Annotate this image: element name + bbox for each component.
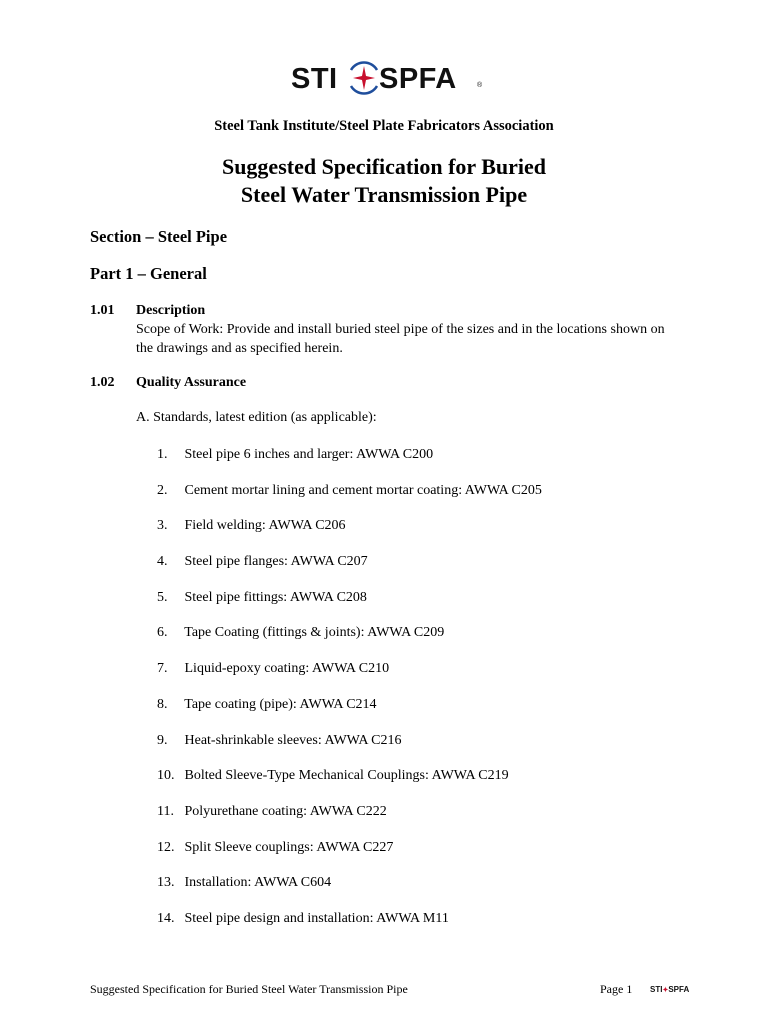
item-number: 8. [157, 696, 168, 712]
list-item [157, 767, 542, 803]
part-heading: Part 1 – General [90, 264, 207, 283]
list-item [157, 732, 542, 768]
title-line-2: Steel Water Transmission Pipe [240, 182, 528, 207]
document-title [0, 153, 768, 209]
item-number: 13. [157, 875, 175, 891]
item-text: Tape Coating (fittings & joints): AWWA C209 [184, 625, 445, 641]
item-text: Heat-shrinkable sleeves: AWWA C216 [184, 732, 402, 748]
quality-heading: Quality Assurance [136, 375, 247, 390]
item-number: 7. [157, 661, 168, 677]
standards-intro: A. Standards, latest edition (as applicable): [136, 410, 377, 425]
description-number: 1.01 [90, 303, 115, 318]
item-number: 11. [157, 803, 174, 819]
item-number: 14. [157, 910, 175, 926]
list-item [157, 839, 542, 875]
organization-name: Steel Tank Institute/Steel Plate Fabricators Association [214, 118, 554, 134]
section-heading: Section – Steel Pipe [90, 227, 228, 246]
item-number: 2. [157, 482, 168, 498]
item-text: Polyurethane coating: AWWA C222 [184, 803, 387, 819]
list-item [157, 624, 542, 660]
list-item [157, 660, 542, 696]
item-text: Steel pipe design and installation: AWWA M11 [184, 910, 449, 926]
item-text: Field welding: AWWA C206 [184, 518, 346, 534]
standards-list [157, 446, 542, 946]
item-number: 4. [157, 554, 168, 570]
sti-spfa-logo [291, 56, 487, 100]
list-item [157, 589, 542, 625]
logo-text-spfa: SPFA [379, 63, 457, 95]
title-line-1: Suggested Specification for Buried [221, 154, 547, 179]
list-item [157, 446, 542, 482]
item-text: Steel pipe fittings: AWWA C208 [184, 589, 367, 605]
footer-logo-spfa: SPFA [668, 985, 690, 994]
registered-mark: ® [477, 82, 483, 89]
item-text: Tape coating (pipe): AWWA C214 [184, 696, 377, 712]
footer-page-number: Page 1 [600, 982, 633, 996]
item-text: Steel pipe flanges: AWWA C207 [184, 554, 368, 570]
footer-logo [650, 985, 692, 995]
item-number: 5. [157, 589, 168, 605]
list-item [157, 803, 542, 839]
footer-logo-star-icon: ✦ [662, 987, 669, 994]
logo-text-sti: STI [291, 63, 338, 95]
description-heading: Description [136, 303, 206, 318]
item-number: 9. [157, 732, 168, 748]
description-text: Scope of Work: Provide and install buried steel pipe of the sizes and in the locations shown on the drawings and as specified herein. [136, 322, 665, 356]
item-text: Installation: AWWA C604 [184, 875, 332, 891]
list-item [157, 696, 542, 732]
item-number: 12. [157, 839, 175, 855]
item-number: 6. [157, 625, 168, 641]
footer-logo-sti: STI [650, 985, 663, 994]
list-item [157, 874, 542, 910]
item-text: Steel pipe 6 inches and larger: AWWA C200 [184, 447, 434, 462]
footer-document-title: Suggested Specification for Buried Steel Water Transmission Pipe [90, 982, 408, 996]
quality-number: 1.02 [90, 375, 115, 390]
item-text: Liquid-epoxy coating: AWWA C210 [184, 661, 390, 677]
list-item [157, 482, 542, 518]
item-number: 10. [157, 768, 175, 784]
item-text: Bolted Sleeve-Type Mechanical Couplings: AWWA C219 [184, 768, 509, 784]
list-item [157, 553, 542, 589]
item-text: Cement mortar lining and cement mortar coating: AWWA C205 [184, 482, 542, 498]
list-item [157, 910, 542, 946]
item-number: 3. [157, 518, 168, 534]
item-text: Split Sleeve couplings: AWWA C227 [184, 839, 394, 855]
list-item [157, 517, 542, 553]
logo-star-icon [347, 56, 381, 100]
item-number: 1. [157, 447, 168, 462]
